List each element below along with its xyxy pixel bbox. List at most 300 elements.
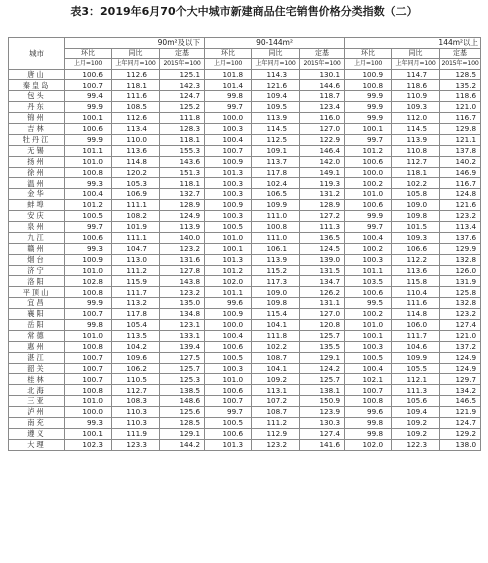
subcol-header: 同比 <box>112 48 160 59</box>
city-name: 温州 <box>9 178 65 189</box>
index-value: 125.7 <box>300 374 345 385</box>
index-value: 100.8 <box>252 221 300 232</box>
city-name: 襄阳 <box>9 309 65 320</box>
index-value: 99.3 <box>65 418 112 429</box>
index-value: 123.4 <box>300 102 345 113</box>
city-name: 烟台 <box>9 254 65 265</box>
index-value: 99.8 <box>345 428 392 439</box>
index-value: 128.9 <box>160 200 205 211</box>
unit-header: 上月=100 <box>345 59 392 70</box>
unit-header: 上月=100 <box>65 59 112 70</box>
index-value: 116.7 <box>440 113 481 124</box>
table-row <box>9 254 481 265</box>
index-value: 100.9 <box>65 254 112 265</box>
index-value: 111.0 <box>252 232 300 243</box>
index-value: 123.9 <box>300 407 345 418</box>
index-value: 104.6 <box>392 341 440 352</box>
index-value: 100.7 <box>345 385 392 396</box>
index-value: 127.4 <box>300 428 345 439</box>
index-value: 155.3 <box>160 145 205 156</box>
table-title: 表3：2019年6月70个大中城市新建商品住宅销售价格分类指数（二） <box>70 5 418 18</box>
index-value: 100.6 <box>65 69 112 80</box>
index-value: 135.5 <box>300 341 345 352</box>
index-value: 137.8 <box>440 145 481 156</box>
index-value: 137.2 <box>440 341 481 352</box>
index-value: 100.4 <box>205 134 252 145</box>
index-value: 117.3 <box>252 276 300 287</box>
index-value: 100.8 <box>65 341 112 352</box>
index-value: 136.5 <box>300 232 345 243</box>
table-row <box>9 407 481 418</box>
index-value: 101.0 <box>205 374 252 385</box>
index-value: 99.7 <box>205 407 252 418</box>
index-value: 100.6 <box>205 341 252 352</box>
table-body <box>9 69 481 450</box>
index-value: 146.4 <box>300 145 345 156</box>
table-row <box>9 69 481 80</box>
index-value: 125.3 <box>160 374 205 385</box>
index-value: 101.1 <box>205 287 252 298</box>
index-value: 99.9 <box>345 113 392 124</box>
index-value: 100.9 <box>205 200 252 211</box>
index-value: 100.2 <box>345 309 392 320</box>
table-row <box>9 309 481 320</box>
header-unit-row <box>9 59 481 70</box>
index-value: 111.8 <box>160 113 205 124</box>
group-header: 144m²以上 <box>345 38 481 49</box>
index-value: 100.5 <box>205 418 252 429</box>
index-value: 99.9 <box>65 134 112 145</box>
index-value: 101.0 <box>345 319 392 330</box>
city-name: 徐州 <box>9 167 65 178</box>
index-value: 101.1 <box>65 145 112 156</box>
index-value: 110.0 <box>112 134 160 145</box>
table-row <box>9 385 481 396</box>
index-value: 100.9 <box>345 69 392 80</box>
city-name: 泉州 <box>9 221 65 232</box>
city-name: 惠州 <box>9 341 65 352</box>
city-name: 扬州 <box>9 156 65 167</box>
index-value: 108.7 <box>252 352 300 363</box>
index-value: 139.0 <box>300 254 345 265</box>
index-value: 123.2 <box>160 243 205 254</box>
table-row <box>9 418 481 429</box>
index-value: 106.5 <box>252 189 300 200</box>
index-value: 112.7 <box>112 385 160 396</box>
index-value: 101.8 <box>205 69 252 80</box>
table-row <box>9 156 481 167</box>
index-value: 100.6 <box>205 428 252 439</box>
city-name: 南充 <box>9 418 65 429</box>
index-value: 101.2 <box>345 145 392 156</box>
index-value: 131.5 <box>300 265 345 276</box>
city-name: 九江 <box>9 232 65 243</box>
index-value: 128.9 <box>300 200 345 211</box>
subcol-header: 环比 <box>65 48 112 59</box>
index-value: 113.1 <box>252 385 300 396</box>
index-value: 99.3 <box>65 178 112 189</box>
index-value: 114.8 <box>392 309 440 320</box>
index-value: 113.9 <box>252 113 300 124</box>
index-value: 122.9 <box>300 134 345 145</box>
index-value: 123.2 <box>160 287 205 298</box>
index-value: 140.0 <box>160 232 205 243</box>
index-value: 114.5 <box>392 123 440 134</box>
index-value: 108.3 <box>112 396 160 407</box>
table-row <box>9 330 481 341</box>
index-value: 108.7 <box>252 407 300 418</box>
index-value: 112.7 <box>392 156 440 167</box>
index-value: 101.1 <box>345 265 392 276</box>
index-value: 100.4 <box>345 232 392 243</box>
table-row <box>9 439 481 450</box>
city-name: 韶关 <box>9 363 65 374</box>
index-value: 134.8 <box>160 309 205 320</box>
index-value: 109.4 <box>392 407 440 418</box>
city-name: 桂林 <box>9 374 65 385</box>
city-name: 丹东 <box>9 102 65 113</box>
index-value: 100.5 <box>205 221 252 232</box>
city-name: 赣州 <box>9 243 65 254</box>
city-name: 锦州 <box>9 113 65 124</box>
index-value: 127.0 <box>300 123 345 134</box>
index-value: 100.0 <box>205 113 252 124</box>
index-value: 123.2 <box>440 309 481 320</box>
index-value: 100.5 <box>65 211 112 222</box>
table-row <box>9 428 481 439</box>
index-value: 101.0 <box>65 396 112 407</box>
index-value: 112.9 <box>252 428 300 439</box>
index-value: 123.2 <box>252 439 300 450</box>
index-value: 111.3 <box>300 221 345 232</box>
index-value: 126.0 <box>440 265 481 276</box>
index-value: 146.9 <box>440 167 481 178</box>
city-name: 唐山 <box>9 69 65 80</box>
index-value: 131.9 <box>440 276 481 287</box>
index-value: 118.1 <box>112 80 160 91</box>
index-value: 111.0 <box>252 211 300 222</box>
subcol-header: 定基 <box>440 48 481 59</box>
index-value: 109.0 <box>252 287 300 298</box>
index-value: 146.5 <box>440 396 481 407</box>
index-value: 120.2 <box>112 167 160 178</box>
index-value: 125.7 <box>300 330 345 341</box>
index-value: 112.1 <box>392 374 440 385</box>
index-value: 134.2 <box>440 385 481 396</box>
index-value: 124.5 <box>300 243 345 254</box>
index-value: 128.5 <box>160 418 205 429</box>
index-value: 101.3 <box>205 439 252 450</box>
index-value: 140.2 <box>440 156 481 167</box>
index-value: 109.4 <box>252 91 300 102</box>
index-value: 139.4 <box>160 341 205 352</box>
index-value: 129.1 <box>300 352 345 363</box>
index-value: 101.0 <box>65 330 112 341</box>
index-value: 124.9 <box>160 211 205 222</box>
table-row <box>9 123 481 134</box>
index-value: 129.1 <box>160 428 205 439</box>
index-value: 99.9 <box>65 102 112 113</box>
header-subcol-row <box>9 48 481 59</box>
index-value: 101.3 <box>205 167 252 178</box>
index-value: 100.3 <box>205 211 252 222</box>
index-value: 100.7 <box>65 374 112 385</box>
index-value: 113.0 <box>112 254 160 265</box>
table-row <box>9 189 481 200</box>
index-value: 101.0 <box>205 232 252 243</box>
index-value: 111.9 <box>112 428 160 439</box>
index-value: 128.3 <box>160 123 205 134</box>
index-value: 110.9 <box>392 91 440 102</box>
index-value: 106.0 <box>392 319 440 330</box>
index-value: 100.7 <box>205 396 252 407</box>
table-row <box>9 113 481 124</box>
table-row <box>9 102 481 113</box>
table-row <box>9 200 481 211</box>
index-value: 100.4 <box>345 363 392 374</box>
table-row <box>9 276 481 287</box>
index-value: 113.5 <box>112 330 160 341</box>
index-value: 100.1 <box>65 428 112 439</box>
index-value: 105.8 <box>392 189 440 200</box>
index-value: 100.3 <box>205 363 252 374</box>
index-value: 100.8 <box>65 287 112 298</box>
index-value: 99.9 <box>345 211 392 222</box>
index-value: 109.2 <box>392 428 440 439</box>
index-value: 107.2 <box>252 396 300 407</box>
index-value: 111.6 <box>392 298 440 309</box>
index-value: 115.4 <box>252 309 300 320</box>
index-value: 118.1 <box>160 134 205 145</box>
index-value: 112.2 <box>392 254 440 265</box>
index-value: 123.2 <box>440 211 481 222</box>
index-value: 100.6 <box>345 200 392 211</box>
city-name: 平顶山 <box>9 287 65 298</box>
index-value: 100.4 <box>205 330 252 341</box>
subcol-header: 同比 <box>252 48 300 59</box>
index-value: 109.6 <box>112 352 160 363</box>
table-row <box>9 298 481 309</box>
index-value: 124.2 <box>300 363 345 374</box>
city-name: 洛阳 <box>9 276 65 287</box>
index-value: 111.2 <box>112 265 160 276</box>
city-name: 湛江 <box>9 352 65 363</box>
table-row <box>9 232 481 243</box>
index-value: 113.7 <box>252 156 300 167</box>
index-value: 109.8 <box>252 298 300 309</box>
index-value: 102.0 <box>345 439 392 450</box>
index-value: 105.3 <box>112 178 160 189</box>
index-value: 109.9 <box>252 200 300 211</box>
table-row <box>9 363 481 374</box>
header-group-row <box>9 38 481 49</box>
unit-header: 2015年=100 <box>441 60 479 68</box>
index-value: 113.4 <box>112 123 160 134</box>
index-value: 100.3 <box>205 178 252 189</box>
index-value: 127.0 <box>300 309 345 320</box>
subcol-header: 定基 <box>160 48 205 59</box>
index-value: 100.6 <box>205 385 252 396</box>
index-value: 99.9 <box>345 91 392 102</box>
index-value: 112.6 <box>112 69 160 80</box>
table-row <box>9 178 481 189</box>
index-value: 114.8 <box>112 156 160 167</box>
index-value: 100.5 <box>345 352 392 363</box>
index-value: 116.7 <box>440 178 481 189</box>
index-value: 99.5 <box>345 298 392 309</box>
unit-header: 2015年=100 <box>160 59 205 70</box>
index-value: 115.9 <box>112 276 160 287</box>
index-value: 109.1 <box>252 145 300 156</box>
index-value: 113.9 <box>392 134 440 145</box>
index-value: 138.5 <box>160 385 205 396</box>
index-value: 102.3 <box>65 439 112 450</box>
table-row <box>9 287 481 298</box>
index-value: 108.5 <box>112 102 160 113</box>
index-value: 125.6 <box>160 407 205 418</box>
unit-header: 上年同月=100 <box>392 59 440 70</box>
index-value: 101.9 <box>112 221 160 232</box>
index-value: 100.5 <box>205 352 252 363</box>
index-value: 100.0 <box>345 167 392 178</box>
index-value: 121.0 <box>440 102 481 113</box>
index-value: 125.1 <box>160 69 205 80</box>
index-value: 100.2 <box>345 178 392 189</box>
index-value: 99.7 <box>345 221 392 232</box>
index-value: 109.5 <box>252 102 300 113</box>
index-value: 121.6 <box>252 80 300 91</box>
index-value: 105.4 <box>112 319 160 330</box>
index-value: 118.1 <box>160 178 205 189</box>
index-value: 101.4 <box>205 80 252 91</box>
index-value: 100.7 <box>65 363 112 374</box>
city-name: 秦皇岛 <box>9 80 65 91</box>
index-value: 110.3 <box>112 407 160 418</box>
index-value: 111.3 <box>392 385 440 396</box>
index-value: 120.8 <box>300 319 345 330</box>
city-name: 遵义 <box>9 428 65 439</box>
index-value: 108.2 <box>112 211 160 222</box>
index-value: 101.5 <box>392 221 440 232</box>
index-value: 131.1 <box>300 298 345 309</box>
index-value: 113.9 <box>252 254 300 265</box>
index-value: 110.8 <box>392 145 440 156</box>
city-name: 安庆 <box>9 211 65 222</box>
table-row <box>9 211 481 222</box>
city-name: 大理 <box>9 439 65 450</box>
index-value: 132.7 <box>160 189 205 200</box>
index-value: 105.5 <box>392 363 440 374</box>
city-name: 宜昌 <box>9 298 65 309</box>
index-value: 131.2 <box>300 189 345 200</box>
index-value: 111.1 <box>112 200 160 211</box>
index-value: 134.7 <box>300 276 345 287</box>
index-value: 142.3 <box>160 80 205 91</box>
index-value: 117.8 <box>252 167 300 178</box>
index-value: 100.6 <box>65 123 112 134</box>
index-value: 121.1 <box>440 134 481 145</box>
index-value: 102.4 <box>252 178 300 189</box>
index-value: 99.7 <box>345 134 392 145</box>
subcol-header: 定基 <box>300 48 345 59</box>
index-value: 100.9 <box>205 156 252 167</box>
index-value: 127.2 <box>300 211 345 222</box>
index-value: 109.0 <box>392 200 440 211</box>
index-value: 101.2 <box>205 265 252 276</box>
city-name: 常德 <box>9 330 65 341</box>
city-name: 无锡 <box>9 145 65 156</box>
index-value: 100.6 <box>65 232 112 243</box>
index-value: 119.3 <box>300 178 345 189</box>
table-row <box>9 221 481 232</box>
index-value: 121.0 <box>440 330 481 341</box>
index-value: 101.0 <box>65 156 112 167</box>
index-value: 128.5 <box>440 69 481 80</box>
index-value: 129.7 <box>440 374 481 385</box>
index-value: 110.5 <box>112 374 160 385</box>
index-value: 109.9 <box>392 352 440 363</box>
table-row <box>9 265 481 276</box>
index-value: 127.5 <box>160 352 205 363</box>
index-value: 109.3 <box>392 102 440 113</box>
index-value: 100.8 <box>65 167 112 178</box>
index-value: 131.6 <box>160 254 205 265</box>
index-value: 129.9 <box>440 243 481 254</box>
index-value: 132.8 <box>440 298 481 309</box>
index-value: 127.8 <box>160 265 205 276</box>
index-value: 135.0 <box>160 298 205 309</box>
unit-header: 上年同月=100 <box>112 59 160 70</box>
table-row <box>9 243 481 254</box>
index-value: 124.7 <box>160 91 205 102</box>
index-value: 117.8 <box>112 309 160 320</box>
index-value: 102.0 <box>205 276 252 287</box>
index-value: 111.7 <box>112 287 160 298</box>
index-value: 100.1 <box>345 330 392 341</box>
index-value: 130.1 <box>300 69 345 80</box>
table-row <box>9 396 481 407</box>
index-value: 110.3 <box>112 418 160 429</box>
index-value: 111.8 <box>252 330 300 341</box>
index-value: 124.7 <box>440 418 481 429</box>
index-value: 106.1 <box>252 243 300 254</box>
unit-header: 2015年=100 <box>300 59 345 70</box>
group-header: 90-144m² <box>205 38 345 49</box>
index-value: 100.4 <box>65 189 112 200</box>
index-value: 106.2 <box>112 363 160 374</box>
index-value: 123.1 <box>160 319 205 330</box>
index-value: 101.3 <box>205 254 252 265</box>
index-value: 114.7 <box>392 69 440 80</box>
index-value: 100.3 <box>345 254 392 265</box>
table-row <box>9 167 481 178</box>
index-value: 151.3 <box>160 167 205 178</box>
index-value: 112.6 <box>112 113 160 124</box>
index-value: 100.0 <box>205 319 252 330</box>
index-value: 104.2 <box>112 341 160 352</box>
index-value: 125.8 <box>440 287 481 298</box>
index-value: 99.7 <box>205 102 252 113</box>
index-value: 99.6 <box>345 407 392 418</box>
index-value: 124.9 <box>440 352 481 363</box>
index-value: 99.9 <box>65 298 112 309</box>
index-value: 106.6 <box>392 243 440 254</box>
index-value: 115.2 <box>252 265 300 276</box>
index-value: 123.3 <box>112 439 160 450</box>
city-column-header: 城市 <box>9 38 65 70</box>
index-value: 102.2 <box>252 341 300 352</box>
index-value: 111.7 <box>392 330 440 341</box>
